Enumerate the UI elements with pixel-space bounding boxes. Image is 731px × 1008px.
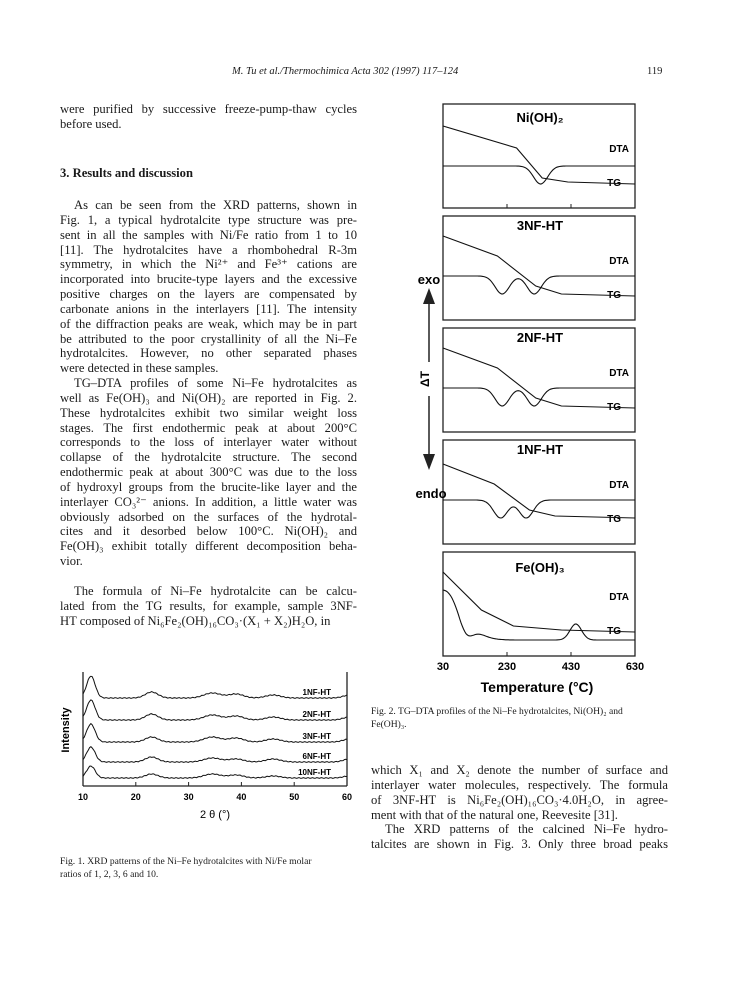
text-line: [11]. The hydrotalcites have a rhombohedral R-3m — [60, 242, 357, 257]
fig1-caption — [60, 856, 360, 881]
xtick-label: 230 — [497, 661, 517, 673]
exo-label: exo — [417, 272, 441, 287]
section-heading: 3. Results and discussion — [60, 166, 193, 180]
panel-sample-name: Ni(OH)₂ — [516, 110, 564, 125]
dta-label: DTA — [609, 480, 629, 491]
text-line: The formula of Ni–Fe hydrotalcite can be calcu- — [74, 584, 357, 598]
text-line: stages. The first endothermic peak at about 200°C — [60, 420, 357, 435]
paragraph-top — [60, 102, 357, 132]
tg-label: TG — [607, 402, 621, 413]
panel-sample-name: 2NF-HT — [516, 330, 564, 345]
xrd-series-label: 2NF-HT — [302, 710, 331, 719]
text-line: Fe(OH)₃ exhibit totally different decomposition beha- — [60, 539, 357, 554]
text-line: which X₁ and X₂ denote the number of surface and — [371, 763, 668, 777]
tg-curve — [443, 126, 635, 184]
fig1-xrd-chart — [55, 668, 365, 828]
dta-label: DTA — [609, 368, 629, 379]
tg-curve — [443, 572, 635, 632]
xtick-label: 430 — [561, 661, 581, 673]
xrd-series-label: 3NF-HT — [302, 732, 331, 741]
fig2-xlabel: Temperature (°C) — [480, 679, 594, 695]
panel-sample-name: 1NF-HT — [516, 442, 564, 457]
text-line: hydrotalcites. However, no other separated phases — [60, 346, 357, 361]
fig2-panels — [443, 104, 635, 656]
text-line: corresponds to the loss of interlayer water without — [60, 435, 357, 450]
text-line: interlayer CO₃²⁻ anions. In addition, a little water was — [60, 494, 357, 509]
fig1-xticks — [78, 782, 352, 802]
fig1-ylabel: Intensity — [60, 707, 72, 753]
xtick-label: 20 — [130, 792, 141, 802]
text-line: TG–DTA profiles of some Ni–Fe hydrotalcites as — [74, 376, 357, 390]
paragraph-tgdta — [60, 376, 357, 569]
tg-label: TG — [607, 514, 621, 525]
panel-sample-name: 3NF-HT — [516, 218, 564, 233]
text-line: incorporated into brucite-type layers and the excessive — [60, 272, 357, 287]
xtick-label: 10 — [77, 792, 89, 802]
xtick-label: 60 — [341, 792, 353, 802]
text-line: positive charges on the layers are compensated by — [60, 287, 357, 302]
text-line: of 3NF-HT is Ni₆Fe₂(OH)₁₆CO₃·4.0H₂O, in agree- — [371, 792, 668, 807]
text-line: be attributed to the poor crystallinity of all the Ni–Fe — [60, 331, 357, 346]
fig1-xlabel: 2 θ (°) — [199, 809, 231, 821]
text-line: symmetry, in which the Ni²⁺ and Fe³⁺ cations are — [60, 257, 357, 272]
text-line: obviously adsorbed on the surfaces of the hydrotal- — [60, 509, 357, 524]
delta-t-label: ΔT — [418, 371, 432, 387]
text-line: carbonate anions in the interlayers [11]. The intensity — [60, 301, 357, 316]
text-line: were detected in these samples. — [60, 361, 219, 376]
tg-curve — [443, 348, 635, 408]
xtick-label: 40 — [236, 792, 247, 802]
text-line: of hydroxyl groups from the brucite-like layer and the — [60, 479, 357, 494]
tg-curve — [443, 464, 635, 518]
text-line: cites and it desorbed below 100°C. Ni(OH)₂ and — [60, 524, 357, 539]
fig2-caption — [371, 706, 668, 731]
text-line: ment with that of the natural one, Reevesite [31]. — [371, 807, 618, 822]
text-line: before used. — [60, 116, 122, 131]
text-line: Fig. 1, a typical hydrotalcite type structure was pre- — [60, 212, 357, 227]
xrd-series-label: 1NF-HT — [302, 688, 331, 697]
xtick-label: 30 — [183, 792, 194, 802]
caption-line: Fig. 2. TG–DTA profiles of the Ni–Fe hydrotalcites, Ni(OH)₂ and — [371, 706, 623, 717]
text-line: The XRD patterns of the calcined Ni–Fe hydro- — [385, 822, 668, 837]
text-line: endothermic peak at about 300°C was due to the loss — [60, 465, 357, 480]
text-line: vior. — [60, 554, 83, 569]
tg-label: TG — [607, 178, 621, 189]
caption-line: Fe(OH)₃. — [371, 718, 407, 730]
paragraph-xrd — [60, 198, 357, 376]
xtick-label: 30 — [436, 661, 450, 673]
paragraph-formula — [60, 584, 357, 629]
dta-label: DTA — [609, 256, 629, 267]
text-line: of the diffraction peaks are weak, which may be in part — [60, 316, 357, 331]
dta-label: DTA — [609, 144, 629, 155]
caption-line: Fig. 1. XRD patterns of the Ni–Fe hydrotalcites with Ni/Fe molar — [60, 856, 312, 867]
text-line: sent in all the samples with Ni/Fe ratio from 1 to 10 — [60, 227, 357, 242]
running-title: M. Tu et al./Thermochimica Acta 302 (1997) 117–124 — [232, 66, 459, 77]
xrd-series-label: 10NF-HT — [298, 768, 331, 777]
fig2-xticks — [437, 661, 644, 673]
text-line: These hydrotalcites exhibit two similar weight loss — [60, 405, 357, 420]
text-line: talcites are shown in Fig. 3. Only three broad peaks — [371, 837, 668, 852]
text-line: interlayer water molecules, respectively. The formula — [371, 777, 668, 792]
panel-sample-name: Fe(OH)₃ — [515, 560, 565, 575]
xtick-label: 50 — [289, 792, 300, 802]
tg-label: TG — [607, 290, 621, 301]
text-line: were purified by successive freeze-pump-thaw cycles — [60, 102, 357, 116]
page-number: 119 — [647, 66, 663, 77]
text-line: HT composed of Ni₆Fe₂(OH)₁₆CO₃·(X₁ + X₂)H₂O, in — [60, 613, 331, 628]
endo-label: endo — [415, 486, 447, 501]
tg-curve — [443, 236, 635, 296]
text-line: collapse of the hydrotalcite structure. The second — [60, 450, 357, 465]
paragraph-right — [371, 763, 668, 852]
tg-label: TG — [607, 626, 621, 637]
dta-label: DTA — [609, 592, 629, 603]
xrd-series-label: 6NF-HT — [302, 752, 331, 761]
text-line: well as Fe(OH)₃ and Ni(OH)₂ are reported in Fig. 2. — [60, 390, 357, 405]
fig1-series-labels — [298, 688, 331, 777]
text-line: As can be seen from the XRD patterns, shown in — [74, 198, 357, 212]
caption-line: ratios of 1, 2, 3, 6 and 10. — [60, 868, 159, 880]
text-line: lated from the TG results, for example, sample 3NF- — [60, 598, 357, 613]
running-header — [0, 66, 731, 82]
xtick-label: 630 — [625, 661, 645, 673]
fig2-tgdta-chart — [395, 100, 655, 700]
